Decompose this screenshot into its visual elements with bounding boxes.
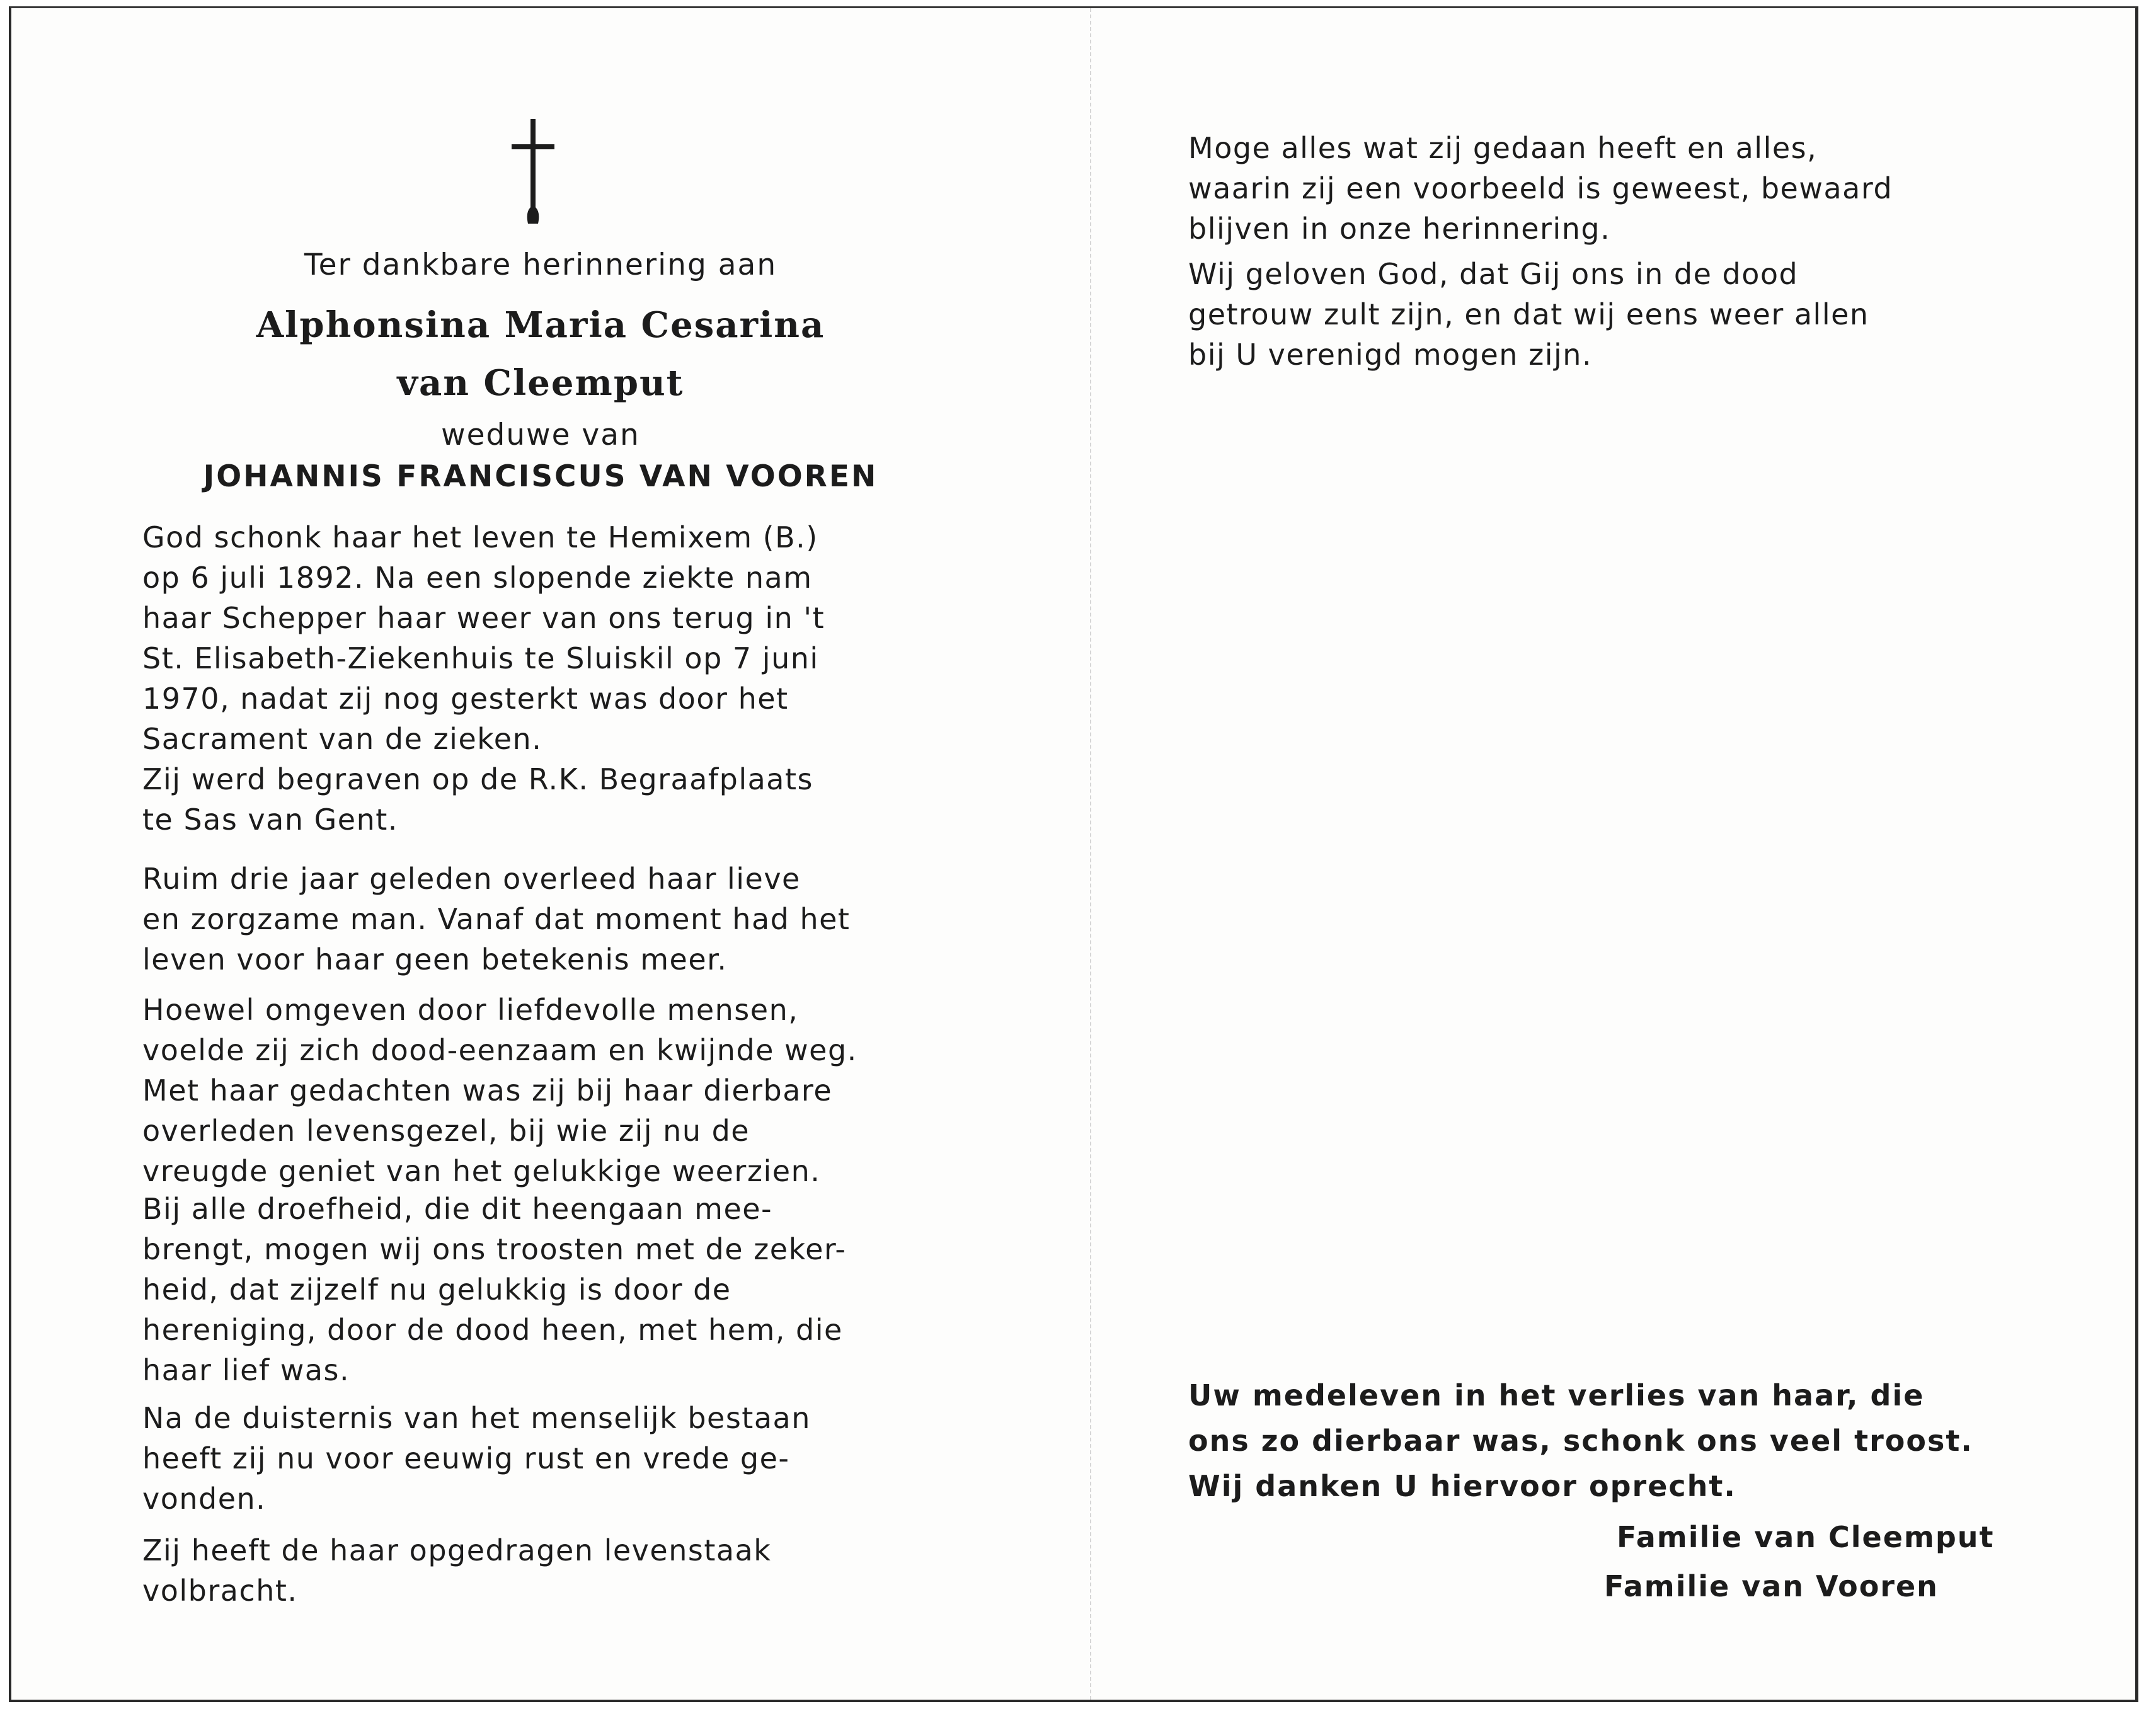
remembrance-paragraph: Moge alles wat zij gedaan heeft en alles, waarin zij een voorbeeld is geweest, bewaard blijven in onze herinnering. [1188, 131, 1893, 246]
signature-family-vooren: Familie van Vooren [1604, 1569, 1939, 1603]
widow-of-text: weduwe van [441, 418, 640, 452]
loneliness-paragraph: Hoewel omgeven door liefdevolle mensen, voelde zij zich dood-eenzaam en kwijnde weg. Met haar gedachten was zij bij haar dierbare overleden levensgezel, bij wie zij nu de vreugde geniet van het gelukkige weerzien. [142, 993, 857, 1188]
biography-paragraph: God schonk haar het leven te Hemixem (B.) op 6 juli 1892. Na een slopende ziekte nam haar Schepper haar weer van ons terug in 't St. Elisabeth-Ziekenhuis te Sluiskil op 7 juni 1970, nadat zij nog gesterkt was door het Sacrament van de zieken. Zij werd begraven op de R.K. Begraafplaats te Sas van Gent. [142, 520, 825, 837]
cross-icon [508, 119, 558, 226]
husband-name: JOHANNIS FRANCISCUS VAN VOOREN [203, 459, 878, 494]
consolation-paragraph: Bij alle droefheid, die dit heengaan mee- brengt, mogen wij ons troosten met de zeker- heid, dat zijzelf nu gelukkig is door de hereniging, door de dood heen, met hem, die haar lief was. [142, 1192, 847, 1387]
lifework-paragraph: Zij heeft de haar opgedragen levenstaak volbracht. [142, 1533, 772, 1608]
husband-paragraph: Ruim drie jaar geleden overleed haar lieve en zorgzame man. Vanaf dat moment had het leven voor haar geen betekenis meer. [142, 862, 851, 976]
deceased-name-line1: Alphonsina Maria Cesarina [256, 304, 825, 346]
rest-paragraph: Na de duisternis van het menselijk bestaan heeft zij nu voor eeuwig rust en vrede ge- vonden. [142, 1401, 811, 1516]
prayer-paragraph: Wij geloven God, dat Gij ons in de dood getrouw zult zijn, en dat wij eens weer allen bij U verenigd mogen zijn. [1188, 257, 1869, 372]
memorial-card [9, 6, 2138, 1702]
thanks-paragraph: Uw medeleven in het verlies van haar, die ons zo dierbaar was, schonk ons veel troost. Wij danken U hiervoor oprecht. [1188, 1378, 1973, 1503]
intro-text: Ter dankbare herinnering aan [304, 248, 777, 282]
signature-family-cleemput: Familie van Cleemput [1617, 1520, 1995, 1554]
deceased-name-line2: van Cleemput [397, 362, 684, 404]
card-fold-line [1090, 8, 1091, 1700]
